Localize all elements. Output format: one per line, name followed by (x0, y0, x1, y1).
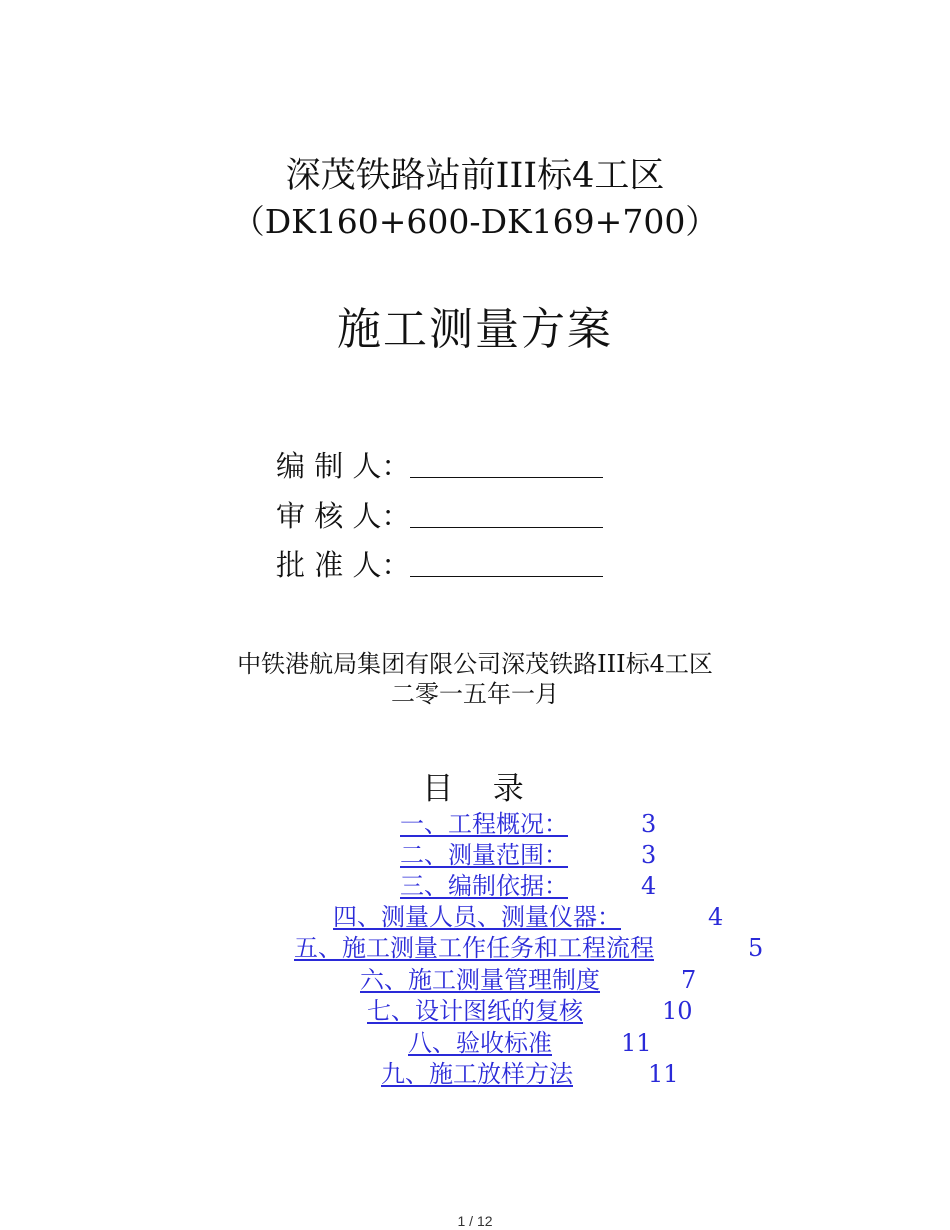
project-title: 深茂铁路站前III标4工区 (285, 156, 665, 196)
signature-label-approver: 批 准 人： (276, 548, 411, 582)
toc-page-number: 10 (662, 997, 693, 1025)
signature-row-reviewer (276, 494, 603, 534)
toc-link[interactable]: 五、施工测量工作任务和工程流程 (294, 934, 654, 962)
chainage-range: （DK160+600-DK169+700） (231, 202, 719, 241)
page-indicator: 1 / 12 (457, 1213, 493, 1229)
toc-link[interactable]: 三、编制依据： (400, 872, 568, 900)
toc-link[interactable]: 二、测量范围： (400, 841, 568, 869)
toc-link[interactable]: 九、施工放样方法 (381, 1060, 573, 1088)
signature-blank-approver (410, 576, 603, 577)
signature-blank-reviewer (410, 527, 603, 528)
signature-row-compiler (276, 444, 603, 484)
toc-link[interactable]: 一、工程概况： (400, 810, 568, 838)
toc-page-number: 3 (641, 841, 657, 869)
signature-row-approver (276, 543, 603, 583)
toc-page-number: 3 (641, 810, 657, 838)
toc-heading: 目 录 (422, 771, 524, 807)
toc-link[interactable]: 四、测量人员、测量仪器： (333, 903, 621, 931)
document-date: 二零一五年一月 (391, 680, 559, 708)
signature-label-reviewer: 审 核 人： (276, 499, 411, 533)
toc-link[interactable]: 八、验收标准 (408, 1029, 552, 1057)
toc-page-number: 4 (708, 903, 724, 931)
toc-page-number: 4 (641, 872, 657, 900)
toc-page-number: 7 (681, 966, 697, 994)
toc-page-number: 5 (748, 934, 764, 962)
signature-label-compiler: 编 制 人： (276, 449, 411, 483)
organization-name: 中铁港航局集团有限公司深茂铁路III标4工区 (237, 650, 713, 678)
toc-page-number: 11 (648, 1060, 679, 1088)
signature-blank-compiler (410, 477, 603, 478)
document-title: 施工测量方案 (337, 304, 613, 355)
toc-page-number: 11 (621, 1029, 652, 1057)
toc-link[interactable]: 七、设计图纸的复核 (367, 997, 583, 1025)
toc-link[interactable]: 六、施工测量管理制度 (360, 966, 600, 994)
